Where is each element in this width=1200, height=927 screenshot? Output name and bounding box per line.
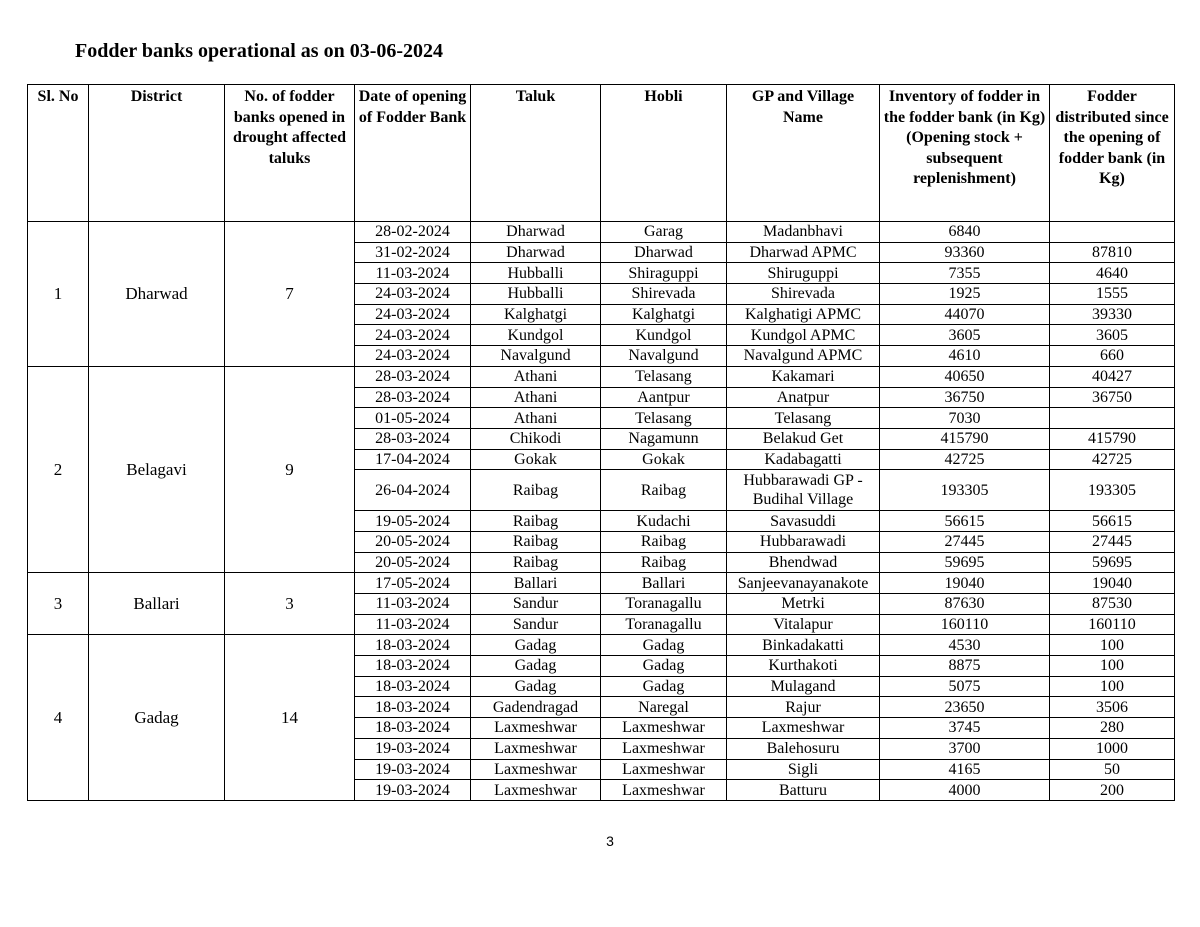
village-cell: Savasuddi: [727, 511, 880, 532]
village-cell: Binkadakatti: [727, 635, 880, 656]
hobli-cell: Kundgol: [601, 325, 727, 346]
hobli-cell: Raibag: [601, 470, 727, 511]
hobli-cell: Garag: [601, 222, 727, 243]
bank-count-cell: 9: [225, 366, 355, 573]
date-cell: 28-03-2024: [355, 366, 471, 387]
sl-no-cell: 4: [28, 635, 89, 801]
sl-no-cell: 3: [28, 573, 89, 635]
column-header-inventory: Inventory of fodder in the fodder bank (in Kg) (Opening stock + subsequent replenishment): [880, 85, 1050, 222]
hobli-cell: Laxmeshwar: [601, 738, 727, 759]
village-cell: Batturu: [727, 780, 880, 801]
inventory-cell: 4530: [880, 635, 1050, 656]
hobli-cell: Gadag: [601, 635, 727, 656]
distributed-cell: 56615: [1050, 511, 1175, 532]
inventory-cell: 4000: [880, 780, 1050, 801]
inventory-cell: 19040: [880, 573, 1050, 594]
taluk-cell: Gadag: [471, 676, 601, 697]
hobli-cell: Nagamunn: [601, 428, 727, 449]
column-header-hobli: Hobli: [601, 85, 727, 222]
taluk-cell: Gadag: [471, 656, 601, 677]
date-cell: 28-03-2024: [355, 428, 471, 449]
column-header-village: GP and Village Name: [727, 85, 880, 222]
taluk-cell: Sandur: [471, 614, 601, 635]
hobli-cell: Kalghatgi: [601, 304, 727, 325]
taluk-cell: Athani: [471, 408, 601, 429]
date-cell: 24-03-2024: [355, 346, 471, 367]
inventory-cell: 3745: [880, 718, 1050, 739]
sl-no-cell: 1: [28, 222, 89, 367]
taluk-cell: Ballari: [471, 573, 601, 594]
distributed-cell: 660: [1050, 346, 1175, 367]
village-cell: Kundgol APMC: [727, 325, 880, 346]
inventory-cell: 5075: [880, 676, 1050, 697]
hobli-cell: Ballari: [601, 573, 727, 594]
distributed-cell: 59695: [1050, 552, 1175, 573]
village-cell: Sanjeevanayanakote: [727, 573, 880, 594]
inventory-cell: 4165: [880, 759, 1050, 780]
hobli-cell: Toranagallu: [601, 594, 727, 615]
date-cell: 18-03-2024: [355, 718, 471, 739]
distributed-cell: 39330: [1050, 304, 1175, 325]
taluk-cell: Raibag: [471, 531, 601, 552]
inventory-cell: 6840: [880, 222, 1050, 243]
hobli-cell: Raibag: [601, 531, 727, 552]
date-cell: 24-03-2024: [355, 325, 471, 346]
date-cell: 28-03-2024: [355, 387, 471, 408]
hobli-cell: Shiraguppi: [601, 263, 727, 284]
distributed-cell: 200: [1050, 780, 1175, 801]
distributed-cell: 42725: [1050, 449, 1175, 470]
distributed-cell: 27445: [1050, 531, 1175, 552]
distributed-cell: 3605: [1050, 325, 1175, 346]
table-row: [28, 635, 1175, 656]
inventory-cell: 3605: [880, 325, 1050, 346]
inventory-cell: 87630: [880, 594, 1050, 615]
sl-no-cell: 2: [28, 366, 89, 573]
hobli-cell: Raibag: [601, 552, 727, 573]
district-cell: Belagavi: [89, 366, 225, 573]
date-cell: 17-04-2024: [355, 449, 471, 470]
date-cell: 26-04-2024: [355, 470, 471, 511]
date-cell: 20-05-2024: [355, 552, 471, 573]
village-cell: Kakamari: [727, 366, 880, 387]
inventory-cell: 193305: [880, 470, 1050, 511]
header-row: [28, 85, 1175, 222]
inventory-cell: 44070: [880, 304, 1050, 325]
distributed-cell: 4640: [1050, 263, 1175, 284]
district-cell: Gadag: [89, 635, 225, 801]
hobli-cell: Shirevada: [601, 284, 727, 305]
distributed-cell: 3506: [1050, 697, 1175, 718]
date-cell: 20-05-2024: [355, 531, 471, 552]
village-cell: Metrki: [727, 594, 880, 615]
distributed-cell: [1050, 408, 1175, 429]
inventory-cell: 1925: [880, 284, 1050, 305]
bank-count-cell: 7: [225, 222, 355, 367]
village-cell: Telasang: [727, 408, 880, 429]
date-cell: 11-03-2024: [355, 614, 471, 635]
inventory-cell: 7030: [880, 408, 1050, 429]
village-cell: Bhendwad: [727, 552, 880, 573]
date-cell: 18-03-2024: [355, 676, 471, 697]
village-cell: Vitalapur: [727, 614, 880, 635]
page-title: Fodder banks operational as on 03-06-2024: [75, 40, 444, 62]
inventory-cell: 59695: [880, 552, 1050, 573]
table-row: [28, 573, 1175, 594]
inventory-cell: 93360: [880, 242, 1050, 263]
date-cell: 19-03-2024: [355, 738, 471, 759]
column-header-distributed: Fodder distributed since the opening of fodder bank (in Kg): [1050, 85, 1175, 222]
taluk-cell: Raibag: [471, 470, 601, 511]
village-cell: Kurthakoti: [727, 656, 880, 677]
village-cell: Rajur: [727, 697, 880, 718]
taluk-cell: Athani: [471, 366, 601, 387]
date-cell: 24-03-2024: [355, 284, 471, 305]
taluk-cell: Sandur: [471, 594, 601, 615]
distributed-cell: 87810: [1050, 242, 1175, 263]
village-cell: Balehosuru: [727, 738, 880, 759]
hobli-cell: Aantpur: [601, 387, 727, 408]
table-row: [28, 222, 1175, 243]
table-body: [28, 222, 1175, 801]
date-cell: 19-03-2024: [355, 780, 471, 801]
village-cell: Laxmeshwar: [727, 718, 880, 739]
taluk-cell: Gadag: [471, 635, 601, 656]
date-cell: 11-03-2024: [355, 594, 471, 615]
date-cell: 31-02-2024: [355, 242, 471, 263]
taluk-cell: Raibag: [471, 511, 601, 532]
column-header-taluk: Taluk: [471, 85, 601, 222]
distributed-cell: 160110: [1050, 614, 1175, 635]
date-cell: 18-03-2024: [355, 635, 471, 656]
date-cell: 17-05-2024: [355, 573, 471, 594]
date-cell: 18-03-2024: [355, 697, 471, 718]
table-row: [28, 366, 1175, 387]
village-cell: Dharwad APMC: [727, 242, 880, 263]
village-cell: Kadabagatti: [727, 449, 880, 470]
hobli-cell: Telasang: [601, 408, 727, 429]
inventory-cell: 27445: [880, 531, 1050, 552]
bank-count-cell: 3: [225, 573, 355, 635]
date-cell: 28-02-2024: [355, 222, 471, 243]
taluk-cell: Laxmeshwar: [471, 738, 601, 759]
fodder-banks-table: [27, 84, 1175, 801]
taluk-cell: Raibag: [471, 552, 601, 573]
inventory-cell: 36750: [880, 387, 1050, 408]
taluk-cell: Hubballi: [471, 263, 601, 284]
distributed-cell: 50: [1050, 759, 1175, 780]
distributed-cell: 100: [1050, 635, 1175, 656]
hobli-cell: Gokak: [601, 449, 727, 470]
hobli-cell: Kudachi: [601, 511, 727, 532]
taluk-cell: Navalgund: [471, 346, 601, 367]
taluk-cell: Dharwad: [471, 222, 601, 243]
distributed-cell: 193305: [1050, 470, 1175, 511]
hobli-cell: Navalgund: [601, 346, 727, 367]
hobli-cell: Laxmeshwar: [601, 780, 727, 801]
distributed-cell: 415790: [1050, 428, 1175, 449]
inventory-cell: 42725: [880, 449, 1050, 470]
inventory-cell: 7355: [880, 263, 1050, 284]
inventory-cell: 415790: [880, 428, 1050, 449]
date-cell: 18-03-2024: [355, 656, 471, 677]
distributed-cell: 100: [1050, 656, 1175, 677]
taluk-cell: Laxmeshwar: [471, 718, 601, 739]
taluk-cell: Kundgol: [471, 325, 601, 346]
hobli-cell: Laxmeshwar: [601, 718, 727, 739]
taluk-cell: Gokak: [471, 449, 601, 470]
village-cell: Sigli: [727, 759, 880, 780]
distributed-cell: 36750: [1050, 387, 1175, 408]
taluk-cell: Hubballi: [471, 284, 601, 305]
hobli-cell: Toranagallu: [601, 614, 727, 635]
column-header-district: District: [89, 85, 225, 222]
taluk-cell: Laxmeshwar: [471, 759, 601, 780]
date-cell: 24-03-2024: [355, 304, 471, 325]
distributed-cell: 87530: [1050, 594, 1175, 615]
taluk-cell: Kalghatgi: [471, 304, 601, 325]
distributed-cell: 40427: [1050, 366, 1175, 387]
inventory-cell: 40650: [880, 366, 1050, 387]
date-cell: 19-05-2024: [355, 511, 471, 532]
village-cell: Kalghatigi APMC: [727, 304, 880, 325]
taluk-cell: Athani: [471, 387, 601, 408]
village-cell: Mulagand: [727, 676, 880, 697]
hobli-cell: Gadag: [601, 656, 727, 677]
village-cell: Anatpur: [727, 387, 880, 408]
distributed-cell: 280: [1050, 718, 1175, 739]
hobli-cell: Laxmeshwar: [601, 759, 727, 780]
inventory-cell: 8875: [880, 656, 1050, 677]
taluk-cell: Chikodi: [471, 428, 601, 449]
village-cell: Hubbarawadi GP - Budihal Village: [727, 470, 880, 511]
inventory-cell: 3700: [880, 738, 1050, 759]
taluk-cell: Gadendragad: [471, 697, 601, 718]
village-cell: Hubbarawadi: [727, 531, 880, 552]
page-number: 3: [606, 833, 614, 849]
column-header-sl-no: Sl. No: [28, 85, 89, 222]
distributed-cell: 1000: [1050, 738, 1175, 759]
district-cell: Dharwad: [89, 222, 225, 367]
inventory-cell: 23650: [880, 697, 1050, 718]
taluk-cell: Dharwad: [471, 242, 601, 263]
inventory-cell: 4610: [880, 346, 1050, 367]
hobli-cell: Naregal: [601, 697, 727, 718]
column-header-date: Date of opening of Fodder Bank: [355, 85, 471, 222]
village-cell: Shirevada: [727, 284, 880, 305]
village-cell: Madanbhavi: [727, 222, 880, 243]
distributed-cell: 19040: [1050, 573, 1175, 594]
hobli-cell: Dharwad: [601, 242, 727, 263]
distributed-cell: 100: [1050, 676, 1175, 697]
inventory-cell: 56615: [880, 511, 1050, 532]
village-cell: Navalgund APMC: [727, 346, 880, 367]
hobli-cell: Telasang: [601, 366, 727, 387]
hobli-cell: Gadag: [601, 676, 727, 697]
column-header-count: No. of fodder banks opened in drought affected taluks: [225, 85, 355, 222]
village-cell: Shiruguppi: [727, 263, 880, 284]
taluk-cell: Laxmeshwar: [471, 780, 601, 801]
date-cell: 01-05-2024: [355, 408, 471, 429]
inventory-cell: 160110: [880, 614, 1050, 635]
distributed-cell: [1050, 222, 1175, 243]
distributed-cell: 1555: [1050, 284, 1175, 305]
date-cell: 19-03-2024: [355, 759, 471, 780]
village-cell: Belakud Get: [727, 428, 880, 449]
date-cell: 11-03-2024: [355, 263, 471, 284]
bank-count-cell: 14: [225, 635, 355, 801]
district-cell: Ballari: [89, 573, 225, 635]
